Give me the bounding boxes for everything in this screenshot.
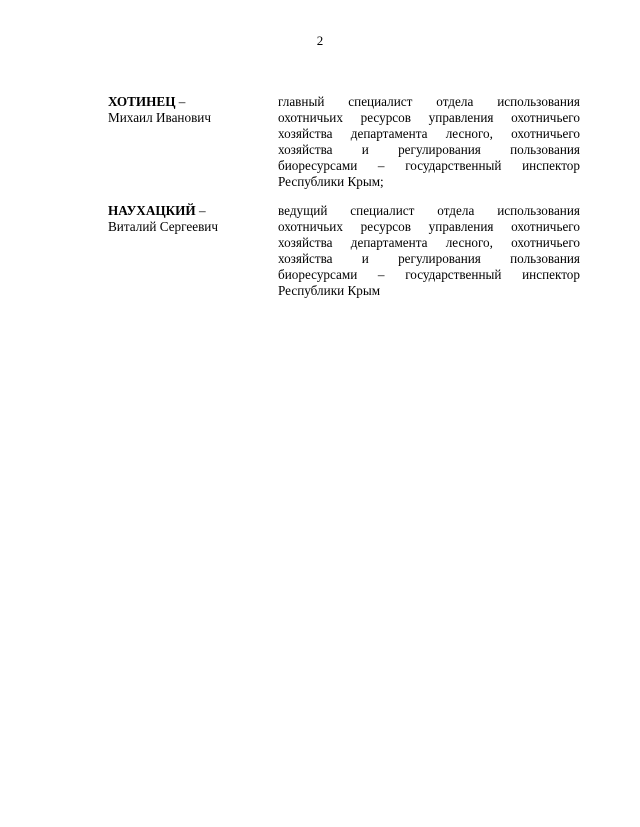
- person-given-names: Михаил Иванович: [108, 110, 211, 125]
- person-name: [108, 94, 278, 190]
- name-dash: –: [175, 94, 186, 109]
- personnel-entry: [108, 94, 580, 190]
- person-name: [108, 203, 278, 299]
- person-surname: ХОТИНЕЦ: [108, 94, 176, 109]
- personnel-entry: [108, 203, 580, 299]
- page-number: 2: [316, 33, 324, 48]
- name-dash: –: [195, 203, 206, 218]
- personnel-list: [108, 94, 580, 312]
- person-position: ведущий специалист отдела использования охотничьих ресурсов управления охотничьего хозяйства департамента лесного, охотничьего хозяйства и регулирования пользования биоресурсами – государственный инспектор Республики Крым: [278, 203, 580, 298]
- person-position: главный специалист отдела использования охотничьих ресурсов управления охотничьего хозяйства департамента лесного, охотничьего хозяйства и регулирования пользования биоресурсами – государственный инспектор Республики Крым;: [278, 94, 580, 189]
- person-surname: НАУХАЦКИЙ: [108, 203, 196, 218]
- person-given-names: Виталий Сергеевич: [108, 219, 219, 234]
